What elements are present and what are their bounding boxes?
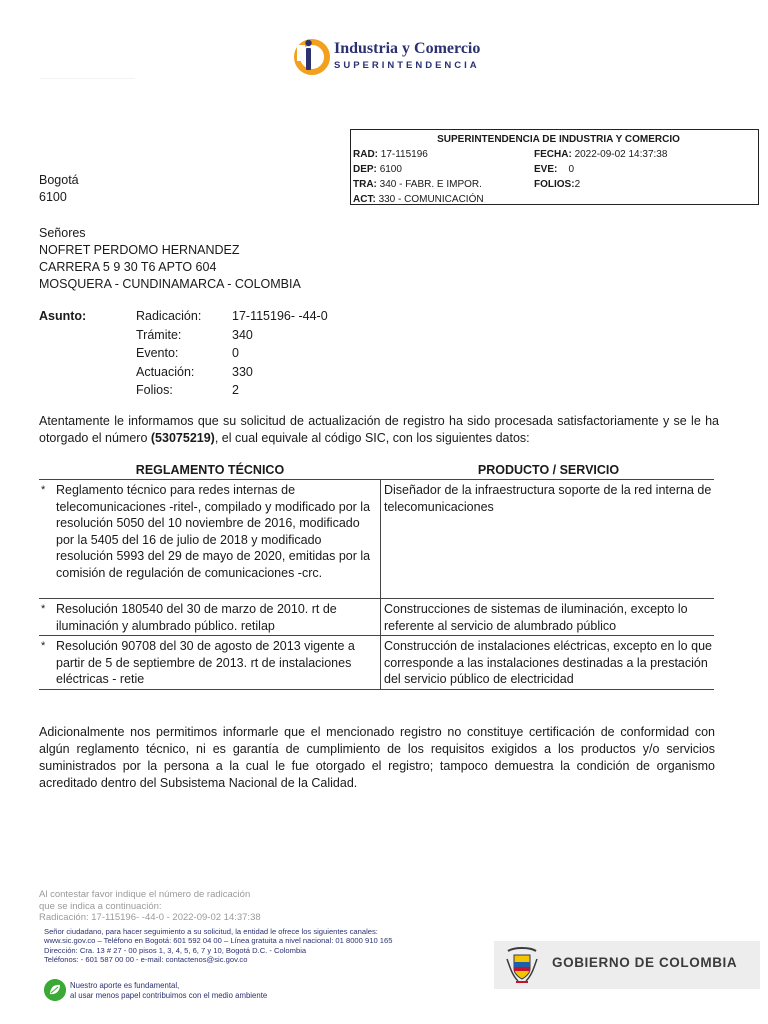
location-block (39, 172, 79, 206)
environment-line: Nuestro aporte es fundamental, (70, 981, 180, 990)
leaf-icon (44, 979, 66, 1001)
row-marker: * (41, 603, 46, 615)
rad-label: RAD: (353, 149, 378, 160)
table-header (39, 461, 714, 480)
rad-row-4 (353, 192, 756, 207)
sic-logo-icon (292, 36, 332, 76)
footer-contact (44, 927, 392, 964)
asunto-row (136, 307, 436, 326)
recipient-name: NOFRET PERDOMO HERNANDEZ (39, 243, 240, 257)
dependency-code: 6100 (39, 190, 67, 204)
environment-line: al usar menos papel contribuimos con el medio ambiente (70, 990, 268, 1000)
column-divider (380, 636, 381, 689)
reglamento-cell: Resolución 180540 del 30 de marzo de 2010. rt de iluminación y alumbrado público. retilap (56, 602, 337, 633)
asunto-key: Radicación: (136, 309, 202, 323)
rad-row-1 (353, 147, 756, 162)
footer-note-line: Radicación: 17-115196- -44-0 - 2022-09-02 14:37:38 (39, 912, 261, 923)
fecha-label: FECHA: (534, 149, 572, 160)
producto-cell: Diseñador de la infraestructura soporte de la red interna de telecomunicaciones (384, 483, 712, 514)
footer-radicacion-note (39, 889, 261, 924)
asunto-key: Trámite: (136, 327, 182, 342)
asunto-row (136, 326, 436, 345)
rad-row-3 (353, 177, 756, 192)
folios-label: FOLIOS: (534, 179, 575, 190)
asunto-value: 17-115196- -44-0 (232, 309, 328, 323)
column-divider (380, 480, 381, 598)
contact-line: Teléfonos: - 601 587 00 00 - e-mail: contactenos@sic.gov.co (44, 954, 248, 964)
radicacion-box-title: SUPERINTENDENCIA DE INDUSTRIA Y COMERCIO (437, 134, 680, 145)
dep-value: 6100 (379, 164, 402, 175)
dep-label: DEP: (353, 164, 377, 175)
contact-line: www.sic.gov.co – Teléfono en Bogotá: 601 592 04 00 – Línea gratuita a nivel nacional: 01 8000 910 165 (44, 936, 393, 946)
asunto-key: Folios: (136, 383, 173, 398)
table-row (39, 636, 714, 690)
asunto-details (136, 307, 436, 400)
table-row (39, 599, 714, 636)
recipient-city: MOSQUERA - CUNDINAMARCA - COLOMBIA (39, 277, 301, 291)
eve-value: 0 (568, 164, 575, 175)
registry-table (39, 461, 714, 690)
footer-note-line: que se indica a continuación: (39, 900, 162, 912)
asunto-value: 0 (232, 346, 239, 361)
tra-value: 340 - FABR. E IMPOR. (379, 179, 482, 190)
asunto-row (136, 381, 436, 400)
intro-text-before: Atentamente le informamos que su solicitud de actualización de registro ha sido procesada satisfactoriamente y se le ha otorgado el número (39, 414, 719, 445)
column-header-reglamento: REGLAMENTO TÉCNICO (135, 463, 285, 477)
eve-label: EVE: (534, 164, 558, 175)
asunto-row (136, 363, 436, 382)
city-name: Bogotá (39, 173, 79, 187)
salutation: Señores (39, 226, 86, 240)
asunto-value: 340 (232, 327, 253, 342)
column-header-producto: PRODUCTO / SERVICIO (477, 463, 620, 477)
row-marker: * (41, 484, 46, 496)
gobierno-text: GOBIERNO DE COLOMBIA (552, 955, 738, 970)
registration-number: (53075219) (150, 431, 215, 445)
act-label: ACT: (353, 194, 376, 205)
rad-value: 17-115196 (380, 149, 428, 160)
logo-subtitle: SUPERINTENDENCIA (334, 60, 480, 71)
table-row (39, 480, 714, 599)
asunto-value: 330 (232, 364, 253, 379)
disclaimer-paragraph: Adicionalmente nos permitimos informarle que el mencionado registro no constituye certificación de conformidad con algún reglamento técnico, ni es garantía de cumplimiento de los requisitos exigidos a los productos y/o servicios suministrados por la persona a la cual le fue otorgado el registro; tampoco demuestra la condición de organismo acreditado dentro del Subsistema Nacional de la Calidad. (39, 725, 715, 790)
coat-of-arms-icon (504, 945, 540, 985)
radicacion-box (350, 129, 759, 205)
sic-logo (292, 36, 492, 80)
intro-text-after: , el cual equivale al código SIC, con los siguientes datos: (214, 431, 530, 445)
rad-row-2 (353, 162, 756, 177)
asunto-key: Evento: (136, 346, 179, 361)
fecha-value: 2022-09-02 14:37:38 (574, 149, 668, 160)
asunto-row (136, 344, 436, 363)
gobierno-banner (494, 941, 760, 989)
intro-paragraph (39, 413, 719, 447)
producto-cell: Construcciones de sistemas de iluminación, excepto lo referente al servicio de alumbrado público (384, 602, 688, 633)
tra-label: TRA: (353, 179, 377, 190)
footer-note-line: Al contestar favor indique el número de radicación (39, 889, 251, 900)
asunto-key: Actuación: (136, 364, 195, 379)
contact-line: Dirección: Cra. 13 # 27 - 00 pisos 1, 3, 4, 5, 6, 7 y 10, Bogotá D.C. - Colombia (44, 945, 307, 955)
row-marker: * (41, 640, 46, 652)
asunto-value: 2 (232, 383, 239, 398)
producto-cell: Construcción de instalaciones eléctricas, excepto en lo que corresponde a las instalaciones destinadas a la prestación del servicio público de electricidad (384, 639, 712, 687)
recipient-address: CARRERA 5 9 30 T6 APTO 604 (39, 260, 217, 274)
contact-line: Señor ciudadano, para hacer seguimiento a su solicitud, la entidad le ofrece los siguientes canales: (44, 927, 378, 936)
reglamento-cell: Resolución 90708 del 30 de agosto de 2013 vigente a partir de 5 de septiembre de 2013. rt de instalaciones eléctricas - retie (56, 639, 355, 687)
logo-title: Industria y Comercio (334, 40, 481, 57)
act-value: 330 - COMUNICACIÓN (378, 194, 484, 205)
folios-value: 2 (574, 179, 581, 190)
top-divider (40, 78, 135, 79)
column-divider (380, 599, 381, 635)
recipient-block (39, 225, 301, 293)
asunto-label: Asunto: (39, 309, 87, 323)
reglamento-cell: Reglamento técnico para redes internas de telecomunicaciones -ritel-, compilado y modificado por la resolución 5050 del 10 noviembre de 2016, modificado por la 5405 del 16 de julio de 2018 y modificado resolución 5993 del 29 de mayo de 2020, emitidas por la comisión de regulación de comunicaciones -crc. (56, 483, 371, 580)
